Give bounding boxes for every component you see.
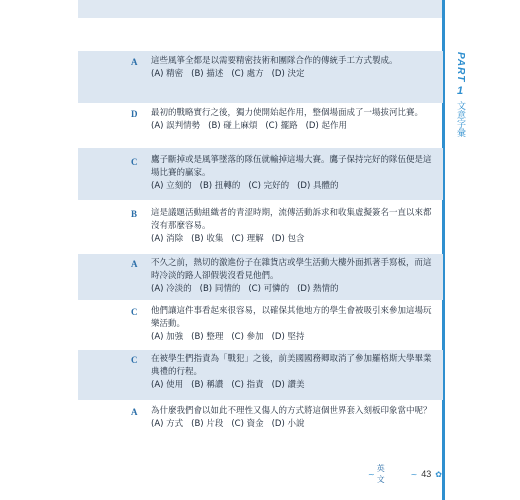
option-c: (C) 理解 xyxy=(231,234,264,244)
option-a: (A) 立刻的 xyxy=(151,181,192,191)
option-d: (D) 包含 xyxy=(271,234,305,244)
answer-letter: D xyxy=(131,109,138,119)
question-stem: 這些風箏全都是以需要精密技術和團隊合作的傳統手工方式製成。 xyxy=(151,56,398,66)
question-item xyxy=(78,402,443,448)
question-stem: 最初的戰略實行之後，獨力使開始起作用，整個場面成了一場拔河比賽。 xyxy=(151,108,424,118)
options-row xyxy=(151,180,438,193)
option-c: (C) 資金 xyxy=(231,419,264,429)
question-item xyxy=(78,350,443,400)
question-item xyxy=(78,51,443,103)
part-number: 1 xyxy=(456,85,464,98)
option-d: (D) 起作用 xyxy=(305,121,347,131)
answer-letter: B xyxy=(131,209,138,219)
option-b: (B) 同情的 xyxy=(199,284,241,294)
option-b: (B) 扭轉的 xyxy=(199,181,241,191)
answer-letter: C xyxy=(131,157,138,167)
question-stem: 在被學生們指責為「戰犯」之後，前美國國務卿取消了參加羅格斯大學畢業典禮的行程。 xyxy=(151,354,432,377)
answer-letter: C xyxy=(131,355,138,365)
option-a: (A) 方式 xyxy=(151,419,184,429)
option-a: (A) 加強 xyxy=(151,332,184,342)
option-d: (D) 讚美 xyxy=(271,380,305,390)
question-item xyxy=(78,104,443,144)
option-d: (D) 堅持 xyxy=(271,332,305,342)
question-stem: 這是議題活動組織者的青涩時期，流傳活動訴求和收集虛擬簽名一直以來都沒有那麼容易。 xyxy=(151,208,432,231)
option-c: (C) 擺路 xyxy=(265,121,298,131)
star-icon: ✿ xyxy=(435,469,442,479)
option-d: (D) 小說 xyxy=(271,419,305,429)
option-c: (C) 完好的 xyxy=(248,181,290,191)
footer-ornament-icon: ~ xyxy=(368,469,375,479)
page-number: 43 xyxy=(421,469,432,479)
part-sidebar xyxy=(448,52,472,137)
answer-letter: A xyxy=(131,407,138,417)
options-row xyxy=(151,68,438,81)
part-label: PART xyxy=(455,52,466,83)
option-c: (C) 指責 xyxy=(231,380,264,390)
option-c: (C) 參加 xyxy=(231,332,264,342)
options-row xyxy=(151,331,438,344)
options-row xyxy=(151,379,438,392)
option-b: (B) 收集 xyxy=(191,234,224,244)
option-b: (B) 片段 xyxy=(191,419,224,429)
option-a: (A) 冷淡的 xyxy=(151,284,192,294)
option-b: (B) 稱讚 xyxy=(191,380,224,390)
question-item xyxy=(78,302,443,350)
question-stem: 鷹子斷掉或是風箏墜落的隊伍就輸掉這場大賽。鷹子保持完好的隊伍便是這場比賽的贏家。 xyxy=(151,155,432,178)
question-item xyxy=(78,254,443,300)
option-d: (D) 具體的 xyxy=(297,181,339,191)
footer-ornament-icon: ~ xyxy=(410,469,418,479)
question-item xyxy=(78,204,443,254)
question-item xyxy=(78,148,443,200)
option-a: (A) 使用 xyxy=(151,380,184,390)
page-footer xyxy=(368,466,442,482)
question-stem: 為什麼我們會以如此不理性又傷人的方式將這個世界套入刻板印象當中呢？ xyxy=(151,406,432,416)
section-vertical-title: 文意字彙 xyxy=(455,101,465,138)
options-row xyxy=(151,233,438,246)
options-row xyxy=(151,120,438,133)
option-b: (B) 整理 xyxy=(191,332,224,342)
answer-letter: A xyxy=(131,259,138,269)
option-a: (A) 消除 xyxy=(151,234,184,244)
option-b: (B) 描述 xyxy=(191,69,224,79)
options-row xyxy=(151,283,438,296)
option-a: (A) 誤判情勢 xyxy=(151,121,201,131)
option-d: (D) 決定 xyxy=(271,69,305,79)
answer-letter: A xyxy=(131,57,138,67)
options-row xyxy=(151,418,438,431)
option-b: (B) 碰上麻煩 xyxy=(208,121,258,131)
question-stem: 不久之前，熱切的激進份子在雜貨店或學生活動大樓外面抓著手寫板，而這時冷淡的路人卻假裝沒看見他們。 xyxy=(151,258,432,281)
option-a: (A) 精密 xyxy=(151,69,184,79)
answer-letter: C xyxy=(131,307,138,317)
option-d: (D) 熱情的 xyxy=(297,284,339,294)
option-c: (C) 可憐的 xyxy=(248,284,290,294)
option-c: (C) 處方 xyxy=(231,69,264,79)
footer-label: 英 文 xyxy=(376,464,401,484)
top-header-band xyxy=(78,0,443,18)
question-stem: 他們讓這件事看起來很容易，以確保其他地方的學生會被吸引來參加這場玩樂活動。 xyxy=(151,306,432,329)
